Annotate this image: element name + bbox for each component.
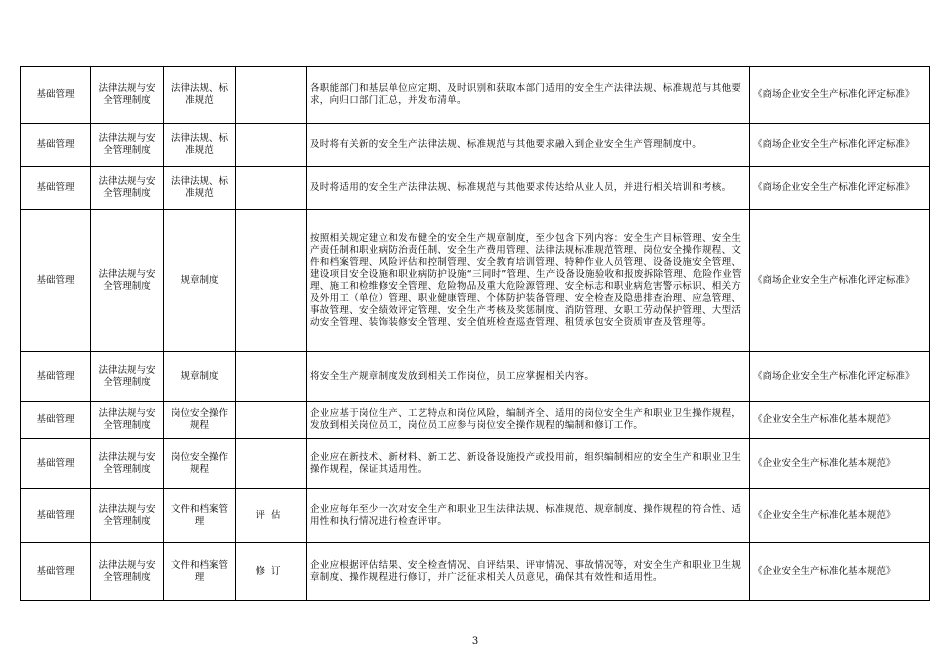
table-row <box>21 439 930 489</box>
basis-cell: 《商场企业安全生产标准化评定标准》 <box>750 210 930 352</box>
page-number: 3 <box>471 636 479 647</box>
sub-item-cell: 评估 <box>236 489 307 543</box>
basis-cell: 《商场企业安全生产标准化评定标准》 <box>750 167 930 210</box>
content-cell: 按照相关规定建立和发布健全的安全生产规章制度，至少包含下列内容：安全生产目标管理、安全生产责任制和职业病防治责任制、安全生产费用管理、法律法规标准规范管理、岗位安全操作规程、文件和档案管理、风险评估和控制管理、安全教育培训管理、特种作业人员管理、设备设施安全管理、建设项目安全设施和职业病防护设施“三同时”管理、生产设备设施验收和报废拆除管理、危险作业管理、施工和检维修安全管理、危险物品及重大危险源管理、安全标志和职业病危害警示标识、相关方及外用工（单位）管理、职业健康管理、个体防护装备管理、安全检查及隐患排查治理、应急管理、事故管理、安全绩效评定管理、安全生产考核及奖惩制度、消防管理、女职工劳动保护管理、大型活动安全管理、装饰装修安全管理、安全值班检查巡查管理、租赁承包安全资质审查及管理等。 <box>307 210 750 352</box>
table-row <box>21 543 930 601</box>
requirements-table <box>20 66 930 601</box>
element-cell: 法律法规与安全管理制度 <box>91 210 164 352</box>
basis-cell: 《商场企业安全生产标准化评定标准》 <box>750 124 930 167</box>
sub-item-cell <box>236 402 307 439</box>
content-cell: 企业应在新技术、新材料、新工艺、新设备设施投产或投用前，组织编制相应的安全生产和职业卫生操作规程，保证其适用性。 <box>307 439 750 489</box>
element-cell: 法律法规与安全管理制度 <box>91 543 164 601</box>
category-cell: 基础管理 <box>21 124 91 167</box>
item-cell: 法律法规、标准规范 <box>164 167 236 210</box>
basis-cell: 《企业安全生产标准化基本规范》 <box>750 543 930 601</box>
basis-cell: 《商场企业安全生产标准化评定标准》 <box>750 67 930 124</box>
table-row <box>21 167 930 210</box>
element-cell: 法律法规与安全管理制度 <box>91 67 164 124</box>
element-cell: 法律法规与安全管理制度 <box>91 124 164 167</box>
item-cell: 规章制度 <box>164 352 236 402</box>
category-cell: 基础管理 <box>21 439 91 489</box>
content-cell: 及时将有关新的安全生产法律法规、标准规范与其他要求融入到企业安全生产管理制度中。 <box>307 124 750 167</box>
content-cell: 各职能部门和基层单位应定期、及时识别和获取本部门适用的安全生产法律法规、标准规范与其他要求，向归口部门汇总，并发布清单。 <box>307 67 750 124</box>
category-cell: 基础管理 <box>21 402 91 439</box>
table-row <box>21 124 930 167</box>
table-row <box>21 67 930 124</box>
category-cell: 基础管理 <box>21 67 91 124</box>
sub-item-cell <box>236 167 307 210</box>
item-cell: 文件和档案管理 <box>164 489 236 543</box>
table-row <box>21 489 930 543</box>
category-cell: 基础管理 <box>21 352 91 402</box>
sub-item-cell: 修订 <box>236 543 307 601</box>
content-cell: 将安全生产规章制度发放到相关工作岗位，员工应掌握相关内容。 <box>307 352 750 402</box>
item-cell: 岗位安全操作规程 <box>164 439 236 489</box>
sub-item-cell <box>236 124 307 167</box>
sub-item-cell <box>236 439 307 489</box>
item-cell: 法律法规、标准规范 <box>164 67 236 124</box>
item-cell: 法律法规、标准规范 <box>164 124 236 167</box>
category-cell: 基础管理 <box>21 543 91 601</box>
content-cell: 企业应每年至少一次对安全生产和职业卫生法律法规、标准规范、规章制度、操作规程的符合性、适用性和执行情况进行检查评审。 <box>307 489 750 543</box>
category-cell: 基础管理 <box>21 489 91 543</box>
content-cell: 及时将适用的安全生产法律法规、标准规范与其他要求传达给从业人员，并进行相关培训和考核。 <box>307 167 750 210</box>
sub-item-cell <box>236 67 307 124</box>
item-cell: 规章制度 <box>164 210 236 352</box>
table-row <box>21 352 930 402</box>
sub-item-cell <box>236 352 307 402</box>
basis-cell: 《企业安全生产标准化基本规范》 <box>750 402 930 439</box>
basis-cell: 《企业安全生产标准化基本规范》 <box>750 439 930 489</box>
element-cell: 法律法规与安全管理制度 <box>91 489 164 543</box>
element-cell: 法律法规与安全管理制度 <box>91 167 164 210</box>
item-cell: 文件和档案管理 <box>164 543 236 601</box>
content-cell: 企业应根据评估结果、安全检查情况、自评结果、评审情况、事故情况等，对安全生产和职业卫生规章制度、操作规程进行修订，并广泛征求相关人员意见，确保其有效性和适用性。 <box>307 543 750 601</box>
element-cell: 法律法规与安全管理制度 <box>91 439 164 489</box>
sub-item-cell <box>236 210 307 352</box>
element-cell: 法律法规与安全管理制度 <box>91 402 164 439</box>
element-cell: 法律法规与安全管理制度 <box>91 352 164 402</box>
basis-cell: 《企业安全生产标准化基本规范》 <box>750 489 930 543</box>
content-cell: 企业应基于岗位生产、工艺特点和岗位风险，编制齐全、适用的岗位安全生产和职业卫生操作规程，发放到相关岗位员工，岗位员工应参与岗位安全操作规程的编制和修订工作。 <box>307 402 750 439</box>
basis-cell: 《商场企业安全生产标准化评定标准》 <box>750 352 930 402</box>
category-cell: 基础管理 <box>21 167 91 210</box>
table-row <box>21 402 930 439</box>
category-cell: 基础管理 <box>21 210 91 352</box>
table-row <box>21 210 930 352</box>
item-cell: 岗位安全操作规程 <box>164 402 236 439</box>
